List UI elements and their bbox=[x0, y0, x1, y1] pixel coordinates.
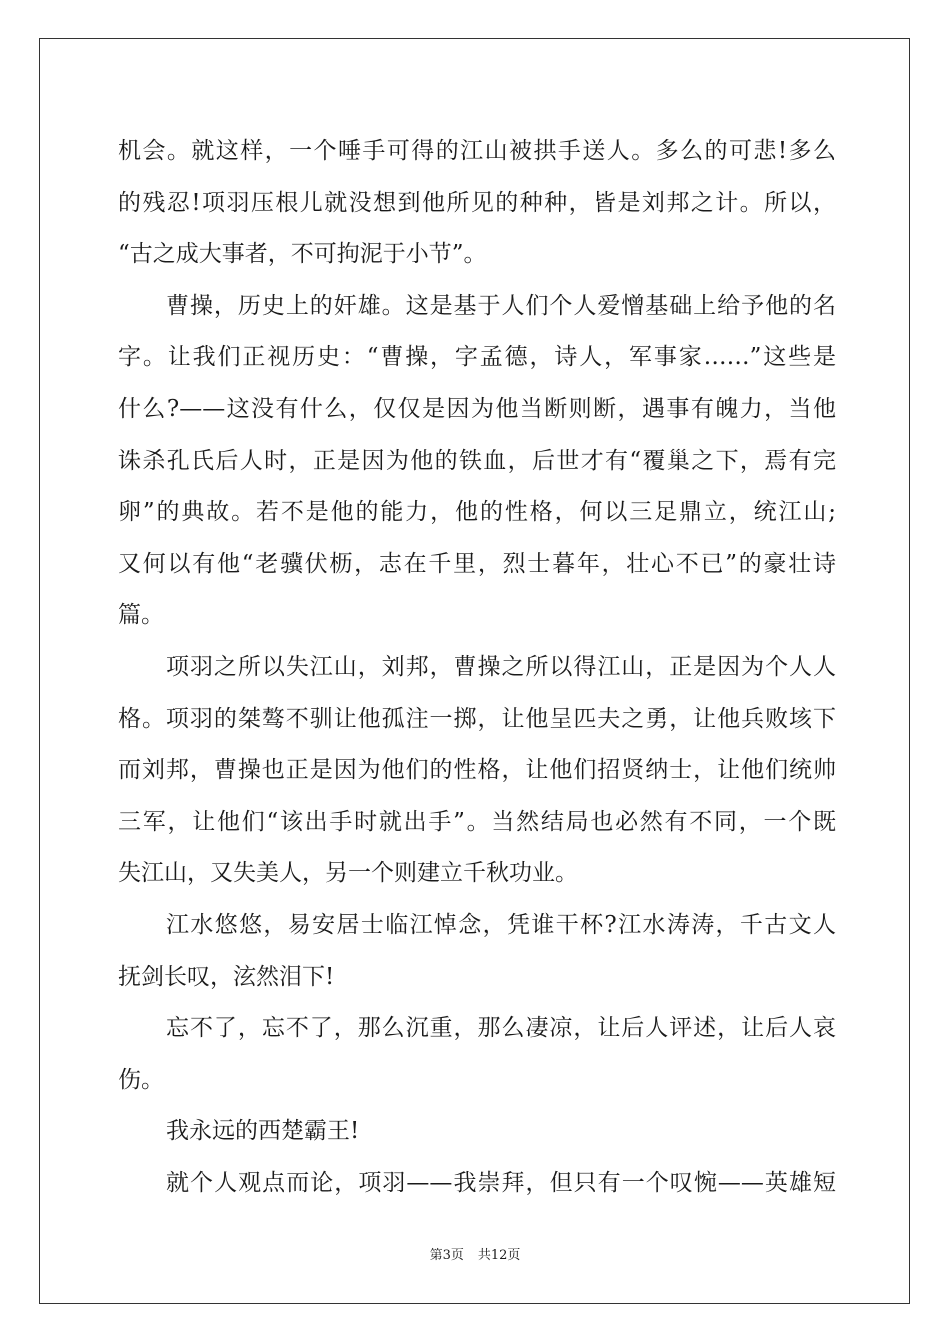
document-body bbox=[118, 126, 836, 1209]
text-line: 机会。就这样，一个唾手可得的江山被拱手送人。多么的可悲!多么 bbox=[118, 138, 836, 164]
text-line: “古之成大事者，不可拘泥于小节”。 bbox=[118, 241, 487, 268]
text-line: 什么?——这没有什么，仅仅是因为他当断则断，遇事有魄力，当他 bbox=[118, 395, 836, 422]
text-line: 字。让我们正视历史：“曹操，字孟德，诗人，军事家……”这些是 bbox=[118, 344, 836, 371]
text-line: 伤。 bbox=[118, 1066, 164, 1093]
text-line: 就个人观点而论，项羽——我崇拜，但只有一个叹惋——英雄短 bbox=[166, 1169, 836, 1196]
text-line: 诛杀孔氏后人时，正是因为他的铁血，后世才有“覆巢之下，焉有完 bbox=[118, 447, 836, 474]
text-line: 曹操，历史上的奸雄。这是基于人们个人爱憎基础上给予他的名 bbox=[166, 292, 836, 319]
text-line: 抚剑长叹，泫然泪下! bbox=[118, 963, 335, 990]
page-total: 共12页 bbox=[477, 1248, 521, 1263]
text-line: 篇。 bbox=[118, 602, 164, 629]
text-line: 忘不了，忘不了，那么沉重，那么凄凉，让后人评述，让后人哀 bbox=[166, 1015, 836, 1042]
text-line: 的残忍!项羽压根儿就没想到他所见的种种，皆是刘邦之计。所以， bbox=[118, 189, 836, 216]
text-line: 项羽之所以失江山，刘邦，曹操之所以得江山，正是因为个人人 bbox=[166, 653, 836, 680]
text-line: 三军，让他们“该出手时就出手”。当然结局也必然有不同，一个既 bbox=[118, 808, 836, 835]
text-line: 又何以有他“老骥伏枥，志在千里，烈士暮年，壮心不已”的豪壮诗 bbox=[118, 550, 836, 577]
page-number: 第3页 bbox=[429, 1248, 464, 1263]
text-line: 失江山，又失美人，另一个则建立千秋功业。 bbox=[118, 860, 578, 887]
text-line: 我永远的西楚霸王! bbox=[166, 1118, 360, 1145]
text-line: 江水悠悠，易安居士临江悼念，凭谁干杯?江水涛涛，千古文人 bbox=[166, 911, 836, 938]
text-line: 卵”的典故。若不是他的能力，他的性格，何以三足鼎立，统江山; bbox=[118, 499, 836, 526]
text-line: 格。项羽的桀骜不驯让他孤注一掷，让他呈匹夫之勇，让他兵败垓下 bbox=[118, 705, 836, 732]
page-footer bbox=[0, 1244, 950, 1263]
text-line: 而刘邦，曹操也正是因为他们的性格，让他们招贤纳士，让他们统帅 bbox=[118, 757, 836, 784]
